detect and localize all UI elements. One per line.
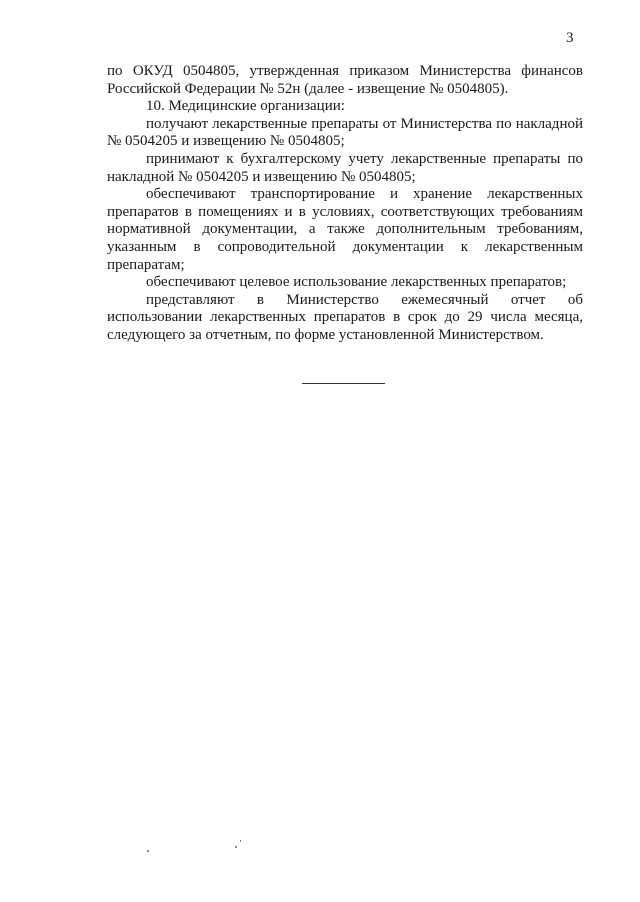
page-number: 3 <box>566 30 574 46</box>
paragraph-section-10-heading: 10. Медицинские организации: <box>146 98 345 115</box>
paragraph-receive-medicines: получают лекарственные препараты от Министерства по накладной № 0504205 и извещению № 0504805; <box>107 115 583 150</box>
scan-speck <box>147 850 149 852</box>
document-body <box>107 63 583 345</box>
paragraph-transport-storage: обеспечивают транспортирование и хранение лекарственных препаратов в помещениях и в условиях, соответствующих требованиям нормативной документации, а также дополнительным требованиям, указанным в сопроводительной документации к лекарственным препаратам; <box>107 186 583 273</box>
paragraph-intended-use: обеспечивают целевое использование лекарственных препаратов; <box>146 274 567 291</box>
end-separator-line <box>302 383 385 384</box>
scan-speck <box>240 840 241 842</box>
scan-speck <box>235 846 237 848</box>
paragraph-accounting: принимают к бухгалтерскому учету лекарственные препараты по накладной № 0504205 и извещению № 0504805; <box>107 150 583 185</box>
paragraph-okud-continuation: по ОКУД 0504805, утвержденная приказом Министерства финансов Российской Федерации № 52н (далее - извещение № 0504805). <box>107 63 583 97</box>
paragraph-monthly-report: представляют в Министерство ежемесячный отчет об использовании лекарственных препаратов в срок до 29 числа месяца, следующего за отчетным, по форме установленной Министерством. <box>107 291 583 343</box>
